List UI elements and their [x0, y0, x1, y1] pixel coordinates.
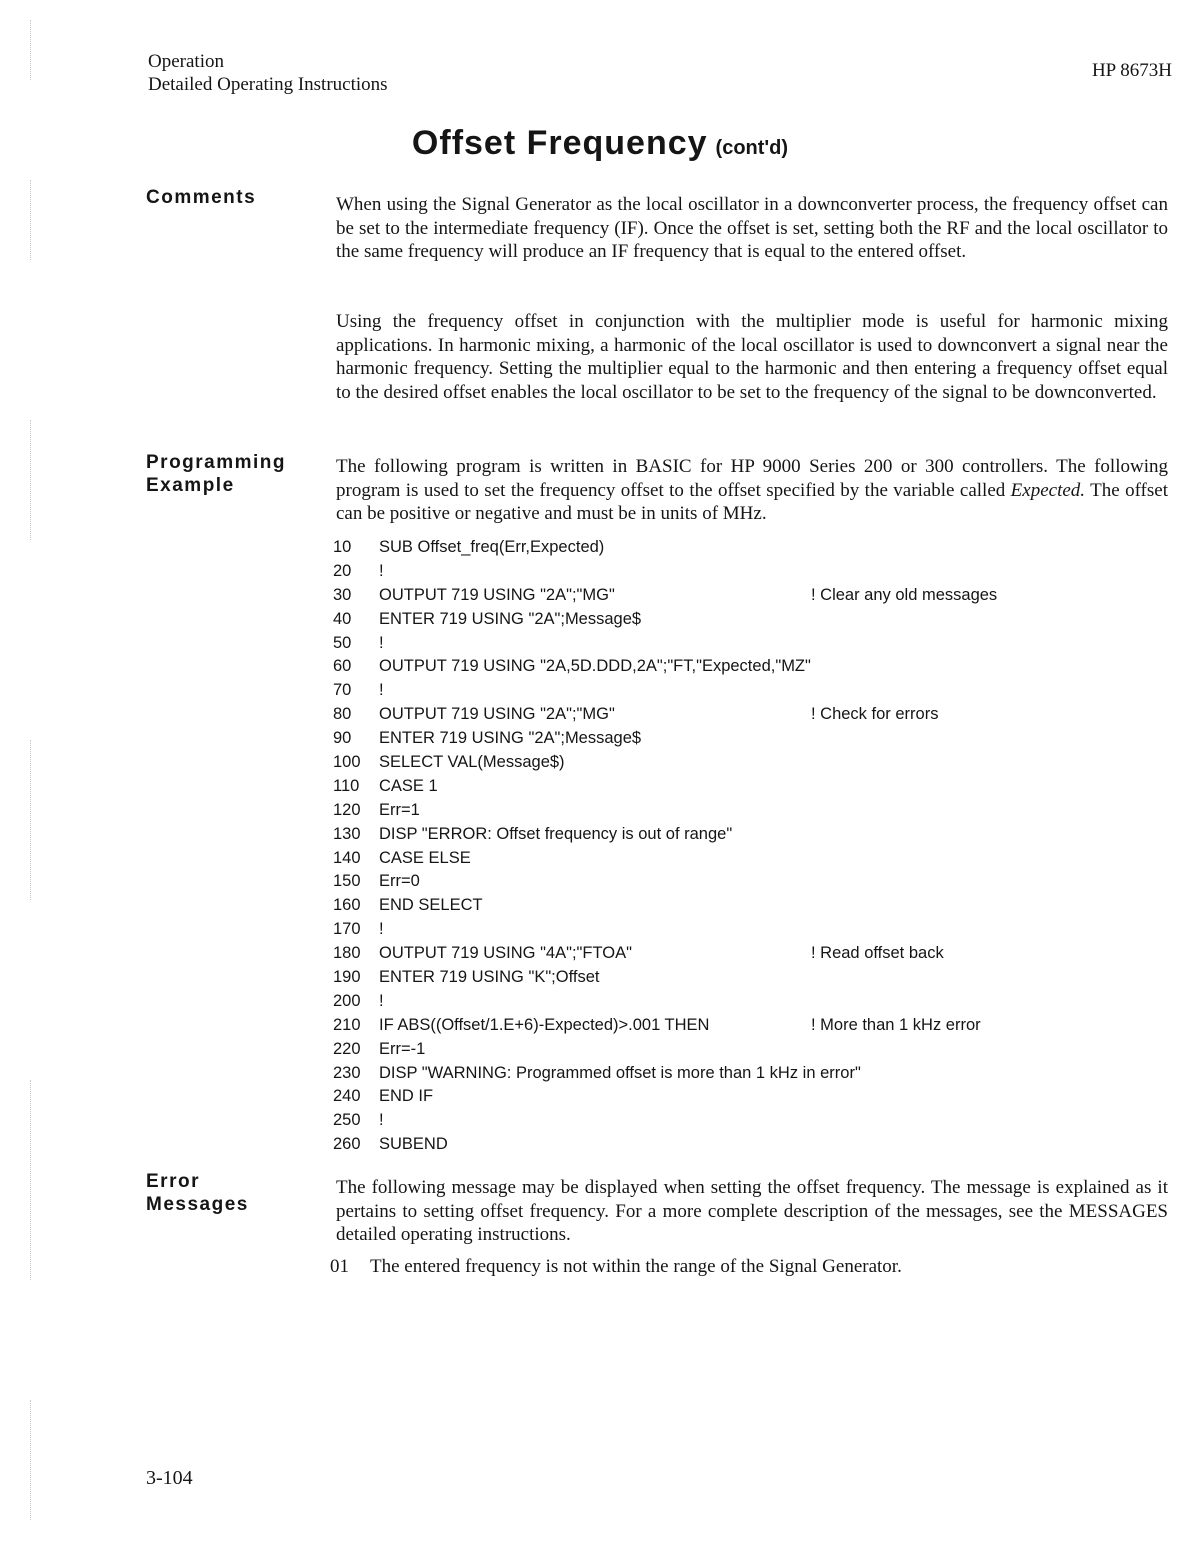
errors-label-line-2: Messages [146, 1194, 249, 1215]
code-comment: ! Read offset back [811, 944, 944, 963]
code-statement: END SELECT [379, 896, 483, 915]
error-message-code: 01 [330, 1256, 349, 1277]
comments-paragraph-2: Using the frequency offset in conjunction with the multiplier mode is useful for harmonic mixing applications. In harmonic mixing, a harmonic of the local oscillator is used to downconvert a signal near the harmonic frequency. Setting the multiplier equal to the harmonic and then entering a frequency offset equal to the desired offset enables the local oscillator to be set to the frequency of the signal to be downconverted. [336, 311, 1168, 403]
code-statement: IF ABS((Offset/1.E+6)-Expected)>.001 THEN [379, 1015, 710, 1034]
code-statement: Err=1 [379, 800, 420, 819]
code-statement: SELECT VAL(Message$) [379, 753, 565, 772]
code-line-number: 40 [333, 609, 352, 628]
code-line-number: 200 [333, 991, 361, 1010]
code-line-number: 140 [333, 848, 361, 867]
header-model: HP 8673H [1091, 60, 1172, 81]
code-statement: ENTER 719 USING "K";Offset [379, 968, 600, 987]
header-section: Operation [148, 51, 224, 72]
code-comment: ! Check for errors [811, 705, 939, 724]
errors-label-line-1: Error [146, 1171, 200, 1192]
code-line-number: 20 [333, 561, 352, 580]
code-line-number: 190 [333, 968, 361, 987]
code-statement: OUTPUT 719 USING "2A,5D.DDD,2A";"FT,"Expected,"MZ" [379, 657, 811, 676]
programming-label [146, 451, 286, 497]
code-statement: ! [379, 561, 384, 580]
error-message-item [330, 1256, 902, 1278]
comments-label: Comments [146, 187, 257, 208]
code-statement: SUB Offset_freq(Err,Expected) [379, 538, 605, 556]
scan-edge-mark [30, 20, 37, 80]
programming-intro-text: The following program is written in BASIC for HP 9000 Series 200 or 300 controllers. The following program is used to set the frequency offset to the offset specified by the variable called [336, 456, 1168, 501]
errors-intro: The following message may be displayed when setting the offset frequency. The message is explained as it pertains to setting offset frequency. For a more complete description of the messages, see the MESSAGES detailed operating instructions. [336, 1177, 1168, 1245]
code-line-number: 230 [333, 1063, 361, 1082]
code-statement: Err=-1 [379, 1039, 426, 1058]
code-line-number: 10 [333, 538, 352, 556]
code-comment: ! More than 1 kHz error [811, 1015, 981, 1034]
scan-edge-mark [30, 1080, 37, 1280]
page-title [0, 124, 1200, 163]
code-comment: ! Clear any old messages [811, 585, 998, 604]
code-line-number: 150 [333, 872, 361, 891]
code-statement: END IF [379, 1087, 434, 1106]
title-main: Offset Frequency [411, 124, 708, 162]
code-statement: CASE 1 [379, 776, 438, 795]
code-statement: OUTPUT 719 USING "2A";"MG" [379, 585, 615, 604]
code-statement: DISP "ERROR: Offset frequency is out of range" [379, 824, 733, 843]
code-line-number: 220 [333, 1039, 361, 1058]
code-line-number: 170 [333, 920, 361, 939]
code-line-number: 90 [333, 729, 352, 748]
code-statement: CASE ELSE [379, 848, 471, 867]
code-line-number: 110 [333, 776, 360, 795]
code-statement: Err=0 [379, 872, 420, 891]
code-line-number: 120 [333, 800, 361, 819]
code-line-number: 80 [333, 705, 352, 724]
scan-edge-mark [30, 420, 37, 540]
programming-intro-text-end: The offset can be positive or negative and must be in units of MHz. [336, 479, 1168, 524]
comments-paragraph-1: When using the Signal Generator as the local oscillator in a downconverter process, the frequency offset can be set to the intermediate frequency (IF). Once the offset is set, setting both the RF and the local oscillator to the same frequency will produce an IF frequency that is equal to the entered offset. [336, 194, 1168, 262]
code-line-number: 70 [333, 681, 352, 700]
code-line-number: 50 [333, 633, 352, 652]
code-statement: ! [379, 633, 384, 652]
error-message-text: The entered frequency is not within the range of the Signal Generator. [370, 1256, 902, 1277]
code-line-number: 30 [333, 585, 352, 604]
scan-edge-mark [30, 1400, 37, 1520]
code-line-number: 210 [333, 1015, 361, 1034]
code-line-number: 60 [333, 657, 352, 676]
code-statement: ! [379, 920, 384, 939]
code-statement: SUBEND [379, 1135, 448, 1154]
code-statement: OUTPUT 719 USING "4A";"FTOA" [379, 944, 632, 963]
code-statement: DISP "WARNING: Programmed offset is more than 1 kHz in error" [379, 1063, 861, 1082]
code-line-number: 260 [333, 1135, 361, 1154]
programming-label-line-1: Programming [146, 452, 287, 473]
code-line-number: 240 [333, 1087, 361, 1106]
page-header [148, 50, 388, 96]
code-statement: ! [379, 681, 384, 700]
code-statement: ! [379, 1111, 384, 1130]
error-message-list [330, 1256, 902, 1278]
scan-edge-mark [30, 740, 37, 900]
header-subsection: Detailed Operating Instructions [148, 74, 388, 95]
code-line-number: 130 [333, 824, 361, 843]
code-statement: ENTER 719 USING "2A";Message$ [379, 729, 642, 748]
code-line-number: 250 [333, 1111, 361, 1130]
code-statement: ENTER 719 USING "2A";Message$ [379, 609, 642, 628]
title-suffix: (cont'd) [715, 137, 789, 159]
code-line-number: 180 [333, 944, 361, 963]
code-statement: OUTPUT 719 USING "2A";"MG" [379, 705, 615, 724]
page-number: 3-104 [146, 1467, 193, 1489]
programming-label-line-2: Example [146, 475, 235, 496]
code-line-number: 100 [333, 753, 361, 772]
code-statement: ! [379, 991, 384, 1010]
code-line-number: 160 [333, 896, 361, 915]
programming-intro [336, 455, 1168, 526]
programming-intro-variable: Expected. [1010, 479, 1086, 501]
scan-edge-mark [30, 180, 37, 260]
errors-label [146, 1170, 249, 1216]
